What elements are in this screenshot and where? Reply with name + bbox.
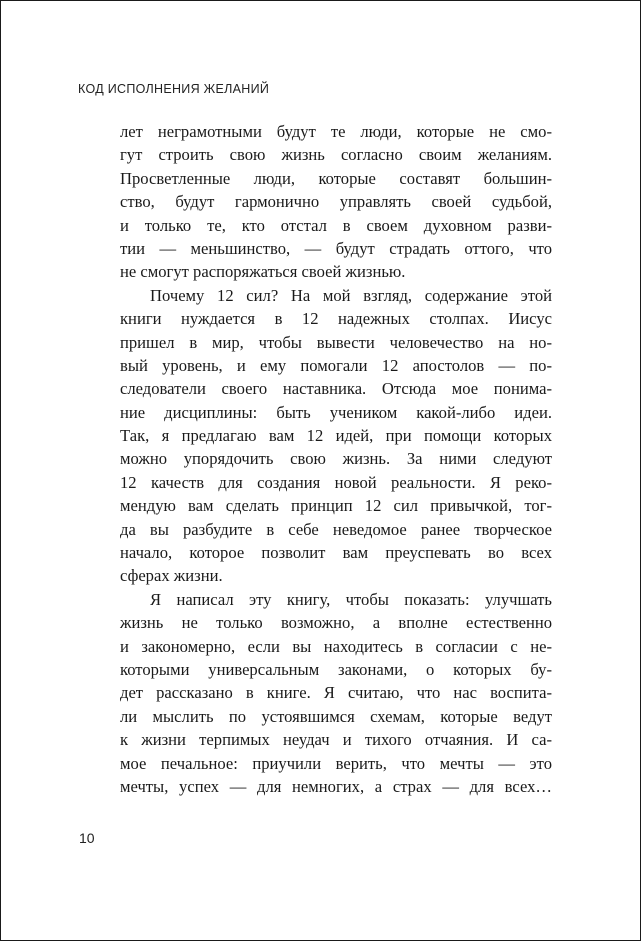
text-line: которыми универсальным законами, о которых бу- xyxy=(120,659,552,679)
text-line: мечты, успех — для немногих, а страх — для всех… xyxy=(120,776,552,796)
text-line: и только те, кто отстал в своем духовном разви- xyxy=(120,215,552,235)
body-text xyxy=(120,120,552,798)
text-line: можно упорядочить свою жизнь. За ними следуют xyxy=(120,449,552,469)
text-line: Так, я предлагаю вам 12 идей, при помощи которых xyxy=(120,426,552,446)
text-line: мендую вам сделать принцип 12 сил привычкой, тог- xyxy=(120,496,552,516)
text-line: Почему 12 сил? На мой взгляд, содержание этой xyxy=(150,285,552,305)
paragraph xyxy=(120,120,552,284)
text-line: 12 качеств для создания новой реальности. Я реко- xyxy=(120,472,552,492)
paragraph xyxy=(120,284,552,588)
text-line: и закономерно, если вы находитесь в согласии с не- xyxy=(120,636,552,656)
text-line: лет неграмотными будут те люди, которые не смо- xyxy=(120,122,552,141)
text-line: следователи своего наставника. Отсюда мое понима- xyxy=(120,379,552,399)
text-line: вый уровень, и ему помогали 12 апостолов — по- xyxy=(120,355,552,375)
text-line: да вы разбудите в себе неведомое ранее творческое xyxy=(120,519,552,539)
page-number: 10 xyxy=(79,830,95,846)
text-line: ство, будут гармонично управлять своей судьбой, xyxy=(120,192,552,212)
text-line: сферах жизни. xyxy=(120,566,223,586)
text-line: тии — меньшинство, — будут страдать оттого, что xyxy=(120,238,552,258)
text-line: Я написал эту книгу, чтобы показать: улучшать xyxy=(150,589,552,609)
text-line: мое печальное: приучили верить, что мечты — это xyxy=(120,753,552,773)
text-line: к жизни терпимых неудач и тихого отчаяния. И са- xyxy=(120,730,552,750)
text-line: ли мыслить по устоявшимся схемам, которые ведут xyxy=(120,706,552,726)
text-line: дет рассказано в книге. Я считаю, что нас воспита- xyxy=(120,683,552,703)
text-line: начало, которое позволит вам преуспевать во всех xyxy=(120,543,552,563)
text-line: жизнь не только возможно, а вполне естественно xyxy=(120,613,552,633)
text-line: ние дисциплины: быть учеником какой-либо идеи. xyxy=(120,402,552,422)
running-header: КОД ИСПОЛНЕНИЯ ЖЕЛАНИЙ xyxy=(78,82,270,96)
paragraph xyxy=(120,588,552,799)
text-line: Просветленные люди, которые составят большин- xyxy=(120,168,552,188)
text-line: не смогут распоряжаться своей жизнью. xyxy=(120,262,406,282)
text-line: пришел в мир, чтобы вывести человечество на но- xyxy=(120,332,552,352)
text-line: гут строить свою жизнь согласно своим желаниям. xyxy=(120,145,552,165)
text-line: книги нуждается в 12 надежных столпах. Иисус xyxy=(120,309,552,329)
